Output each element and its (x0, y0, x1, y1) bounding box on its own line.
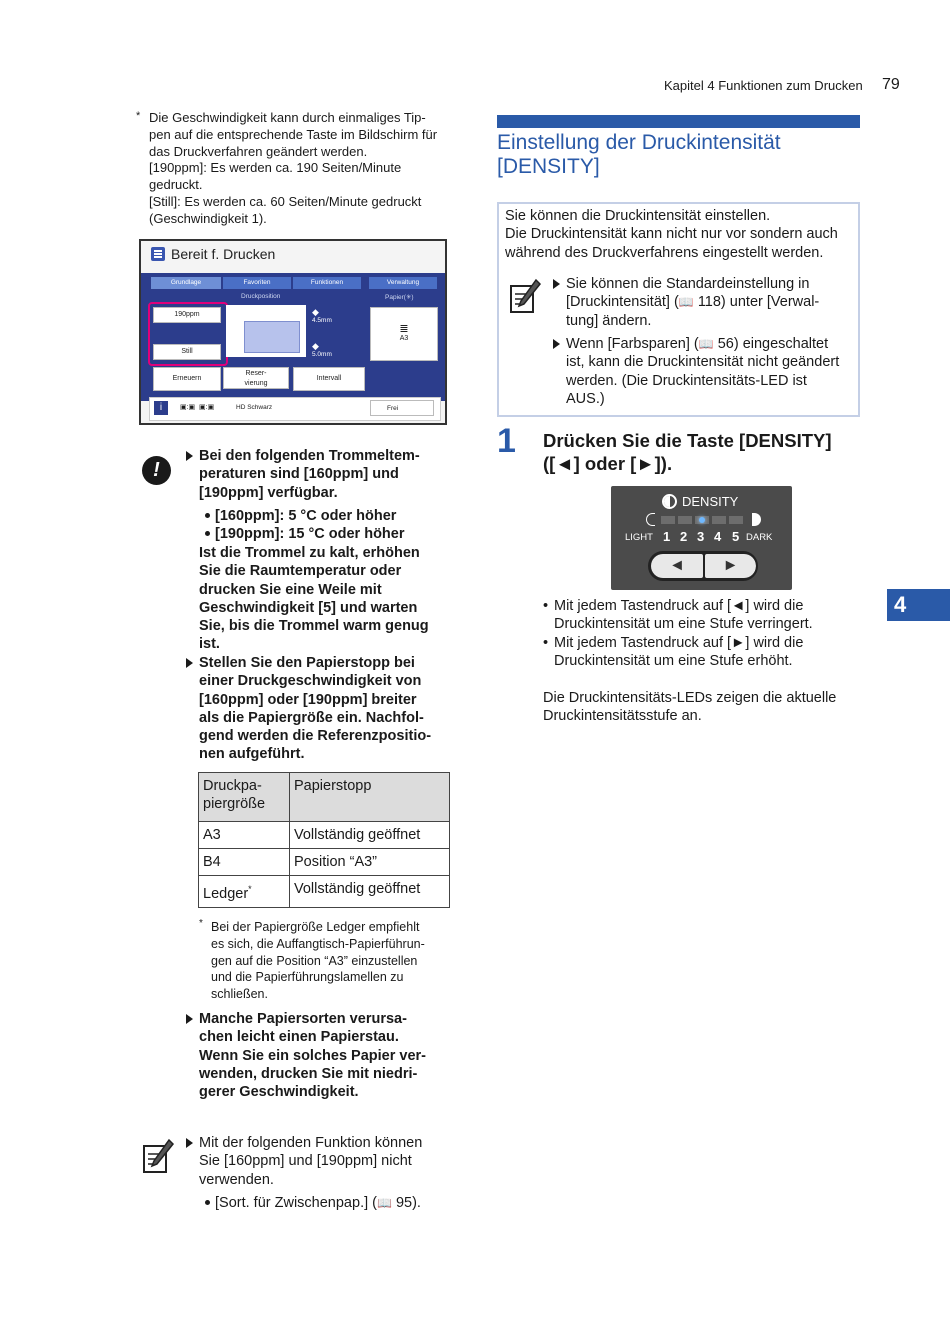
note-line: ist, kann die Druckintensität nicht geändert (566, 354, 840, 371)
bullet-triangle-icon (186, 451, 193, 461)
caution-line: gend werden die Referenzpositio- (199, 728, 432, 745)
table-header-row (199, 773, 450, 822)
density-led (678, 516, 692, 524)
note-line: Sie können die Standardeinstellung in (566, 276, 810, 292)
intervall-button[interactable]: Intervall (293, 367, 365, 391)
table-cell: A3 (199, 822, 290, 849)
caution-line: nen aufgeführt. (199, 746, 305, 763)
caution-line: peraturen sind [160ppm] und (199, 466, 399, 483)
density-icon (662, 494, 677, 509)
tab-funktionen[interactable]: Funktionen (293, 277, 361, 289)
status-bar (149, 397, 441, 421)
section-bar (497, 115, 860, 128)
note-line: Sie [160ppm] und [190ppm] nicht (199, 1153, 412, 1170)
intro-text (505, 207, 838, 262)
page-number: 79 (882, 76, 900, 93)
closing-line: Druckintensitätsstufe an. (543, 708, 702, 725)
papier-label-text: Papier( (385, 294, 406, 301)
chapter-header: Kapitel 4 Funktionen zum Drucken (664, 78, 863, 93)
note-text: 118) unter [Verwal- (697, 294, 820, 311)
note-line: Mit der folgenden Funktion können (199, 1135, 423, 1151)
density-buttons (648, 551, 758, 581)
note-text: 56) eingeschaltet (717, 336, 829, 352)
density-level-label: 3 (697, 529, 705, 544)
caution-line: ist. (199, 636, 220, 653)
step-instruction (543, 429, 832, 475)
ledger-label: Ledger (203, 885, 249, 902)
table-header: Druckpa- piergröße (199, 773, 290, 822)
table-note-line: es sich, die Auffangtisch-Papierführun- (211, 936, 425, 951)
screen-title: Bereit f. Drucken (171, 246, 276, 262)
caution-line: Bei den folgenden Trommeltem- (199, 448, 420, 464)
table-cell: Vollständig geöffnet (290, 822, 450, 849)
book-ref-icon[interactable]: 📖 (376, 1196, 392, 1210)
caution-line: [190ppm] verfügbar. (199, 484, 338, 501)
190ppm-button[interactable]: 190ppm (153, 307, 221, 323)
caution-continuation (199, 544, 429, 654)
temp-190: [190ppm]: 15 °C oder höher (215, 526, 405, 542)
bullet-triangle-icon (553, 279, 560, 289)
paper-icon: ≣ (399, 323, 409, 335)
step-line: ([◄] oder [►]). (543, 453, 673, 474)
footnote-line: [Still]: Es werden ca. 60 Seiten/Minute gedruckt (149, 193, 422, 209)
caution-line: Sie, bis die Trommel warm genug (199, 618, 429, 635)
papier-label: Papier(✳) (385, 294, 414, 301)
reservierung-line1: Reser- (245, 370, 267, 377)
note-line (566, 293, 819, 311)
density-level-label: 2 (680, 529, 688, 544)
density-level-label: 1 (663, 529, 671, 544)
reservierung-line2: vierung (244, 380, 268, 387)
note-sub-item (215, 1194, 421, 1212)
printer-status-icon (151, 247, 165, 261)
caution-line: Ist die Trommel zu kalt, erhöhen (199, 545, 420, 561)
table-note-line: gen auf die Position “A3” einzustellen (211, 953, 418, 968)
caution-line: gerer Geschwindigkeit. (199, 1084, 359, 1101)
note-line (566, 335, 839, 353)
density-title: DENSITY (682, 494, 739, 509)
section-heading (497, 131, 781, 179)
density-increase-button[interactable]: ► (705, 554, 756, 578)
table-header: Papierstopp (290, 773, 450, 822)
print-position-preview (226, 305, 306, 357)
note-line: AUS.) (566, 390, 605, 407)
table-note-line: Bei der Papiergröße Ledger empfiehlt (211, 920, 420, 934)
tab-verwaltung[interactable]: Verwaltung (369, 277, 437, 289)
position-mm-bottom: 5.0mm (312, 351, 332, 358)
caution-line: chen leicht einen Papierstau. (199, 1029, 399, 1046)
step-line: Drücken Sie die Taste [DENSITY] (543, 430, 832, 451)
caution-line: Wenn Sie ein solches Papier ver- (199, 1047, 426, 1064)
speed-footnote (149, 110, 437, 228)
table-row (199, 822, 450, 849)
down-icon[interactable]: ◆ (312, 341, 319, 351)
caution-line: Sie die Raumtemperatur oder (199, 563, 402, 580)
caution-line: einer Druckgeschwindigkeit von (199, 673, 422, 690)
caution-line: wenden, drucken Sie mit niedri- (199, 1065, 418, 1082)
ink-status-icon: ▣:▣ ▣:▣ (180, 404, 215, 411)
list-item: • Mit jedem Tastendruck auf [►] wird die Druckintensität um eine Stufe erhöht. (543, 634, 813, 671)
chapter-side-tab-label: 4 (894, 592, 907, 617)
caution-line: Geschwindigkeit [5] und warten (199, 599, 418, 616)
table-note-line: und die Papierführungslamellen zu (211, 970, 404, 985)
ledger-footnote-mark: * (248, 884, 252, 894)
density-led (712, 516, 726, 524)
density-level-label: 5 (732, 529, 740, 544)
bullet-list (543, 597, 813, 670)
erneuern-button[interactable]: Erneuern (153, 367, 221, 391)
list-item: • Mit jedem Tastendruck auf [◄] wird die Druckintensität um eine Stufe verringert. (543, 598, 813, 633)
paper-stop-table (198, 772, 450, 908)
section-heading-line: Einstellung der Druckintensität (497, 131, 781, 154)
druckposition-label: Druckposition (241, 293, 281, 300)
bullet-triangle-icon (186, 658, 193, 668)
density-led (729, 516, 743, 524)
caution-line: Stellen Sie den Papierstopp bei (199, 655, 415, 671)
note-line: verwenden. (199, 1171, 274, 1188)
density-led (661, 516, 675, 524)
table-cell (199, 876, 290, 908)
still-button[interactable]: Still (153, 344, 221, 360)
footnote-mark: * (136, 110, 141, 122)
note-text: [Druckintensität] ( (566, 294, 679, 311)
caution-line: drucken Sie eine Weile mit (199, 581, 382, 598)
table-note-mark: * (199, 918, 203, 929)
bullet-dot-icon (205, 513, 210, 518)
up-icon[interactable]: ◆ (312, 307, 319, 317)
dark-label: DARK (746, 532, 773, 543)
density-led (695, 516, 709, 524)
list-item-line: Mit jedem Tastendruck auf [►] wird die (554, 634, 804, 651)
bullet-triangle-icon (186, 1138, 193, 1148)
tab-grundlage[interactable]: Grundlage (151, 277, 221, 289)
bullet-dot-icon (205, 1200, 210, 1205)
density-level-label: 4 (714, 529, 722, 544)
note-pencil-icon (508, 278, 542, 314)
frei-button[interactable]: Frei (370, 400, 434, 416)
table-row (199, 876, 450, 908)
caution-line: [160ppm] oder [190ppm] breiter (199, 691, 417, 708)
info-icon[interactable]: i (154, 401, 168, 415)
light-icon (646, 513, 655, 526)
reservierung-button[interactable] (223, 367, 289, 389)
caution-icon: ! (142, 456, 171, 485)
book-ref-icon[interactable]: 📖 (678, 295, 694, 310)
caution-line: Manche Papiersorten verursa- (199, 1011, 407, 1027)
note-pencil-icon (141, 1138, 175, 1174)
note-text: Wenn [Farbsparen] ( (566, 336, 699, 352)
printer-screen-illustration (139, 239, 447, 425)
density-decrease-button[interactable]: ◄ (651, 554, 703, 578)
list-item-line: Druckintensität um eine Stufe erhöht. (554, 652, 793, 669)
hd-status: HD Schwarz (236, 404, 273, 411)
bullet-dot-icon (205, 531, 210, 536)
paper-button[interactable] (370, 307, 438, 361)
table-note-line: schließen. (211, 987, 268, 1002)
paper-size-label: A3 (399, 335, 409, 342)
light-label: LIGHT (625, 532, 653, 543)
table-cell: B4 (199, 849, 290, 876)
table-row (199, 849, 450, 876)
footnote-line: das Druckverfahren geändert werden. (149, 143, 368, 159)
density-led-row (661, 516, 749, 524)
density-panel (611, 486, 792, 590)
note-sub-ref[interactable]: 95). (395, 1195, 421, 1211)
book-ref-icon[interactable]: 📖 (698, 337, 714, 351)
footnote-line: Die Geschwindigkeit kann durch einmaliges Tip- (149, 110, 426, 125)
table-note (211, 919, 425, 1003)
table-cell: Position “A3” (290, 849, 450, 876)
closing-paragraph (543, 689, 836, 726)
dark-icon (752, 513, 761, 526)
footnote-line: gedruckt. (149, 177, 203, 193)
temp-160: [160ppm]: 5 °C oder höher (215, 508, 397, 524)
step-number: 1 (497, 422, 516, 460)
footnote-line: pen auf die entsprechende Taste im Bildschirm für (149, 126, 438, 142)
note-line: werden. (Die Druckintensitäts-LED ist (566, 372, 807, 389)
intro-line: Die Druckintensität kann nicht nur vor sondern auch (505, 226, 838, 243)
chapter-side-tab (887, 589, 950, 621)
note-sub-text: [Sort. für Zwischenpap.] ( (215, 1195, 377, 1211)
list-item-line: Druckintensität um eine Stufe verringert. (554, 616, 813, 633)
bullet-triangle-icon (186, 1014, 193, 1024)
table-cell: Vollständig geöffnet (290, 876, 450, 908)
caution-line: als die Papiergröße ein. Nachfol- (199, 709, 424, 726)
list-item-line: Mit jedem Tastendruck auf [◄] wird die (554, 598, 804, 614)
position-mm-top: 4.5mm (312, 317, 332, 324)
bullet-triangle-icon (553, 339, 560, 349)
tab-favoriten[interactable]: Favoriten (223, 277, 291, 289)
intro-line: während des Druckverfahrens eingestellt werden. (505, 244, 824, 261)
footnote-line: (Geschwindigkeit 1). (149, 210, 267, 226)
note-line: tung] ändern. (566, 312, 652, 329)
intro-line: Sie können die Druckintensität einstellen. (505, 208, 771, 224)
section-heading-line: [DENSITY] (497, 155, 600, 178)
footnote-line: [190ppm]: Es werden ca. 190 Seiten/Minute (149, 160, 402, 176)
closing-line: Die Druckintensitäts-LEDs zeigen die aktuelle (543, 690, 837, 706)
